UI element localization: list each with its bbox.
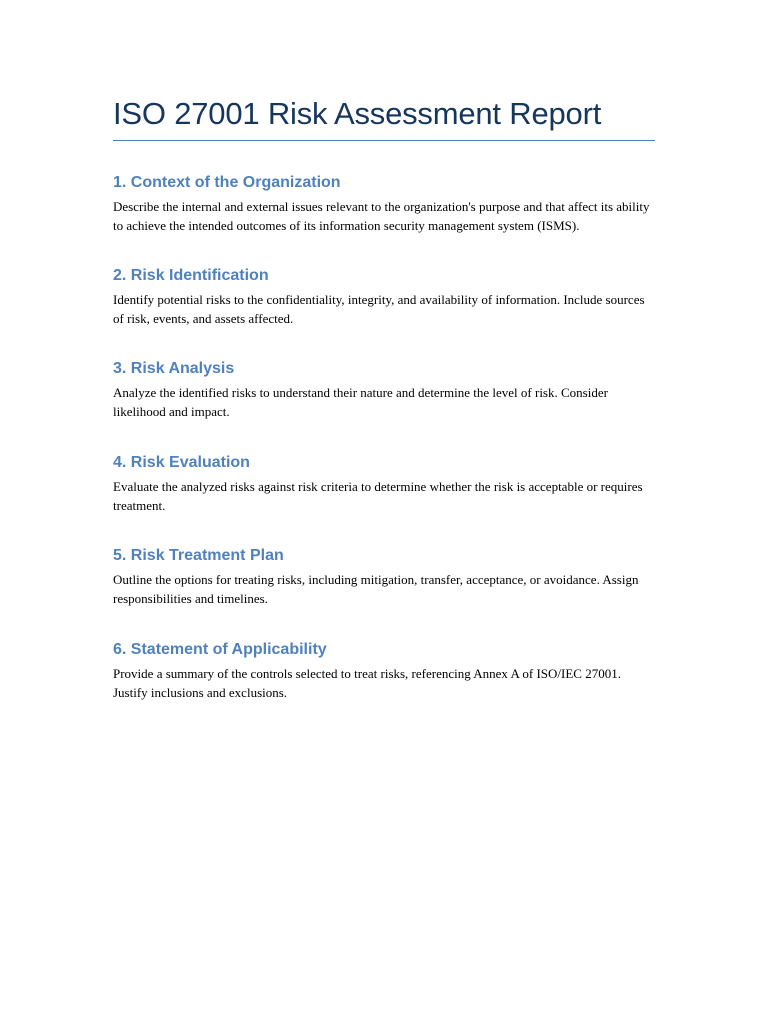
section-heading: 4. Risk Evaluation [113,454,250,471]
document-title: ISO 27001 Risk Assessment Report [113,96,602,131]
section-heading: 5. Risk Treatment Plan [113,547,284,564]
section-statement-of-applicability [113,639,655,702]
document-page [113,94,655,702]
section-body: Outline the options for treating risks, including mitigation, transfer, acceptance, or avoidance. Assign responsibilities and timelines. [113,572,639,606]
section-body: Evaluate the analyzed risks against risk criteria to determine whether the risk is acceptable or requires treatment. [113,479,643,513]
section-body: Provide a summary of the controls selected to treat risks, referencing Annex A of ISO/IEC 27001. Justify inclusions and exclusions. [113,666,621,700]
section-body: Analyze the identified risks to understand their nature and determine the level of risk. Consider likelihood and impact. [113,385,608,419]
section-risk-analysis [113,358,655,421]
section-heading: 6. Statement of Applicability [113,641,327,658]
section-body: Describe the internal and external issues relevant to the organization's purpose and that affect its ability to achieve the intended outcomes of its information security management system (ISMS). [113,199,650,233]
section-body: Identify potential risks to the confidentiality, integrity, and availability of information. Include sources of risk, events, and assets affected. [113,292,645,326]
section-context-of-organization [113,172,655,235]
section-risk-treatment-plan [113,545,655,608]
section-heading: 1. Context of the Organization [113,174,341,191]
title-divider [113,140,655,141]
section-heading: 2. Risk Identification [113,267,269,284]
section-heading: 3. Risk Analysis [113,360,235,377]
section-risk-evaluation [113,452,655,515]
section-risk-identification [113,265,655,328]
